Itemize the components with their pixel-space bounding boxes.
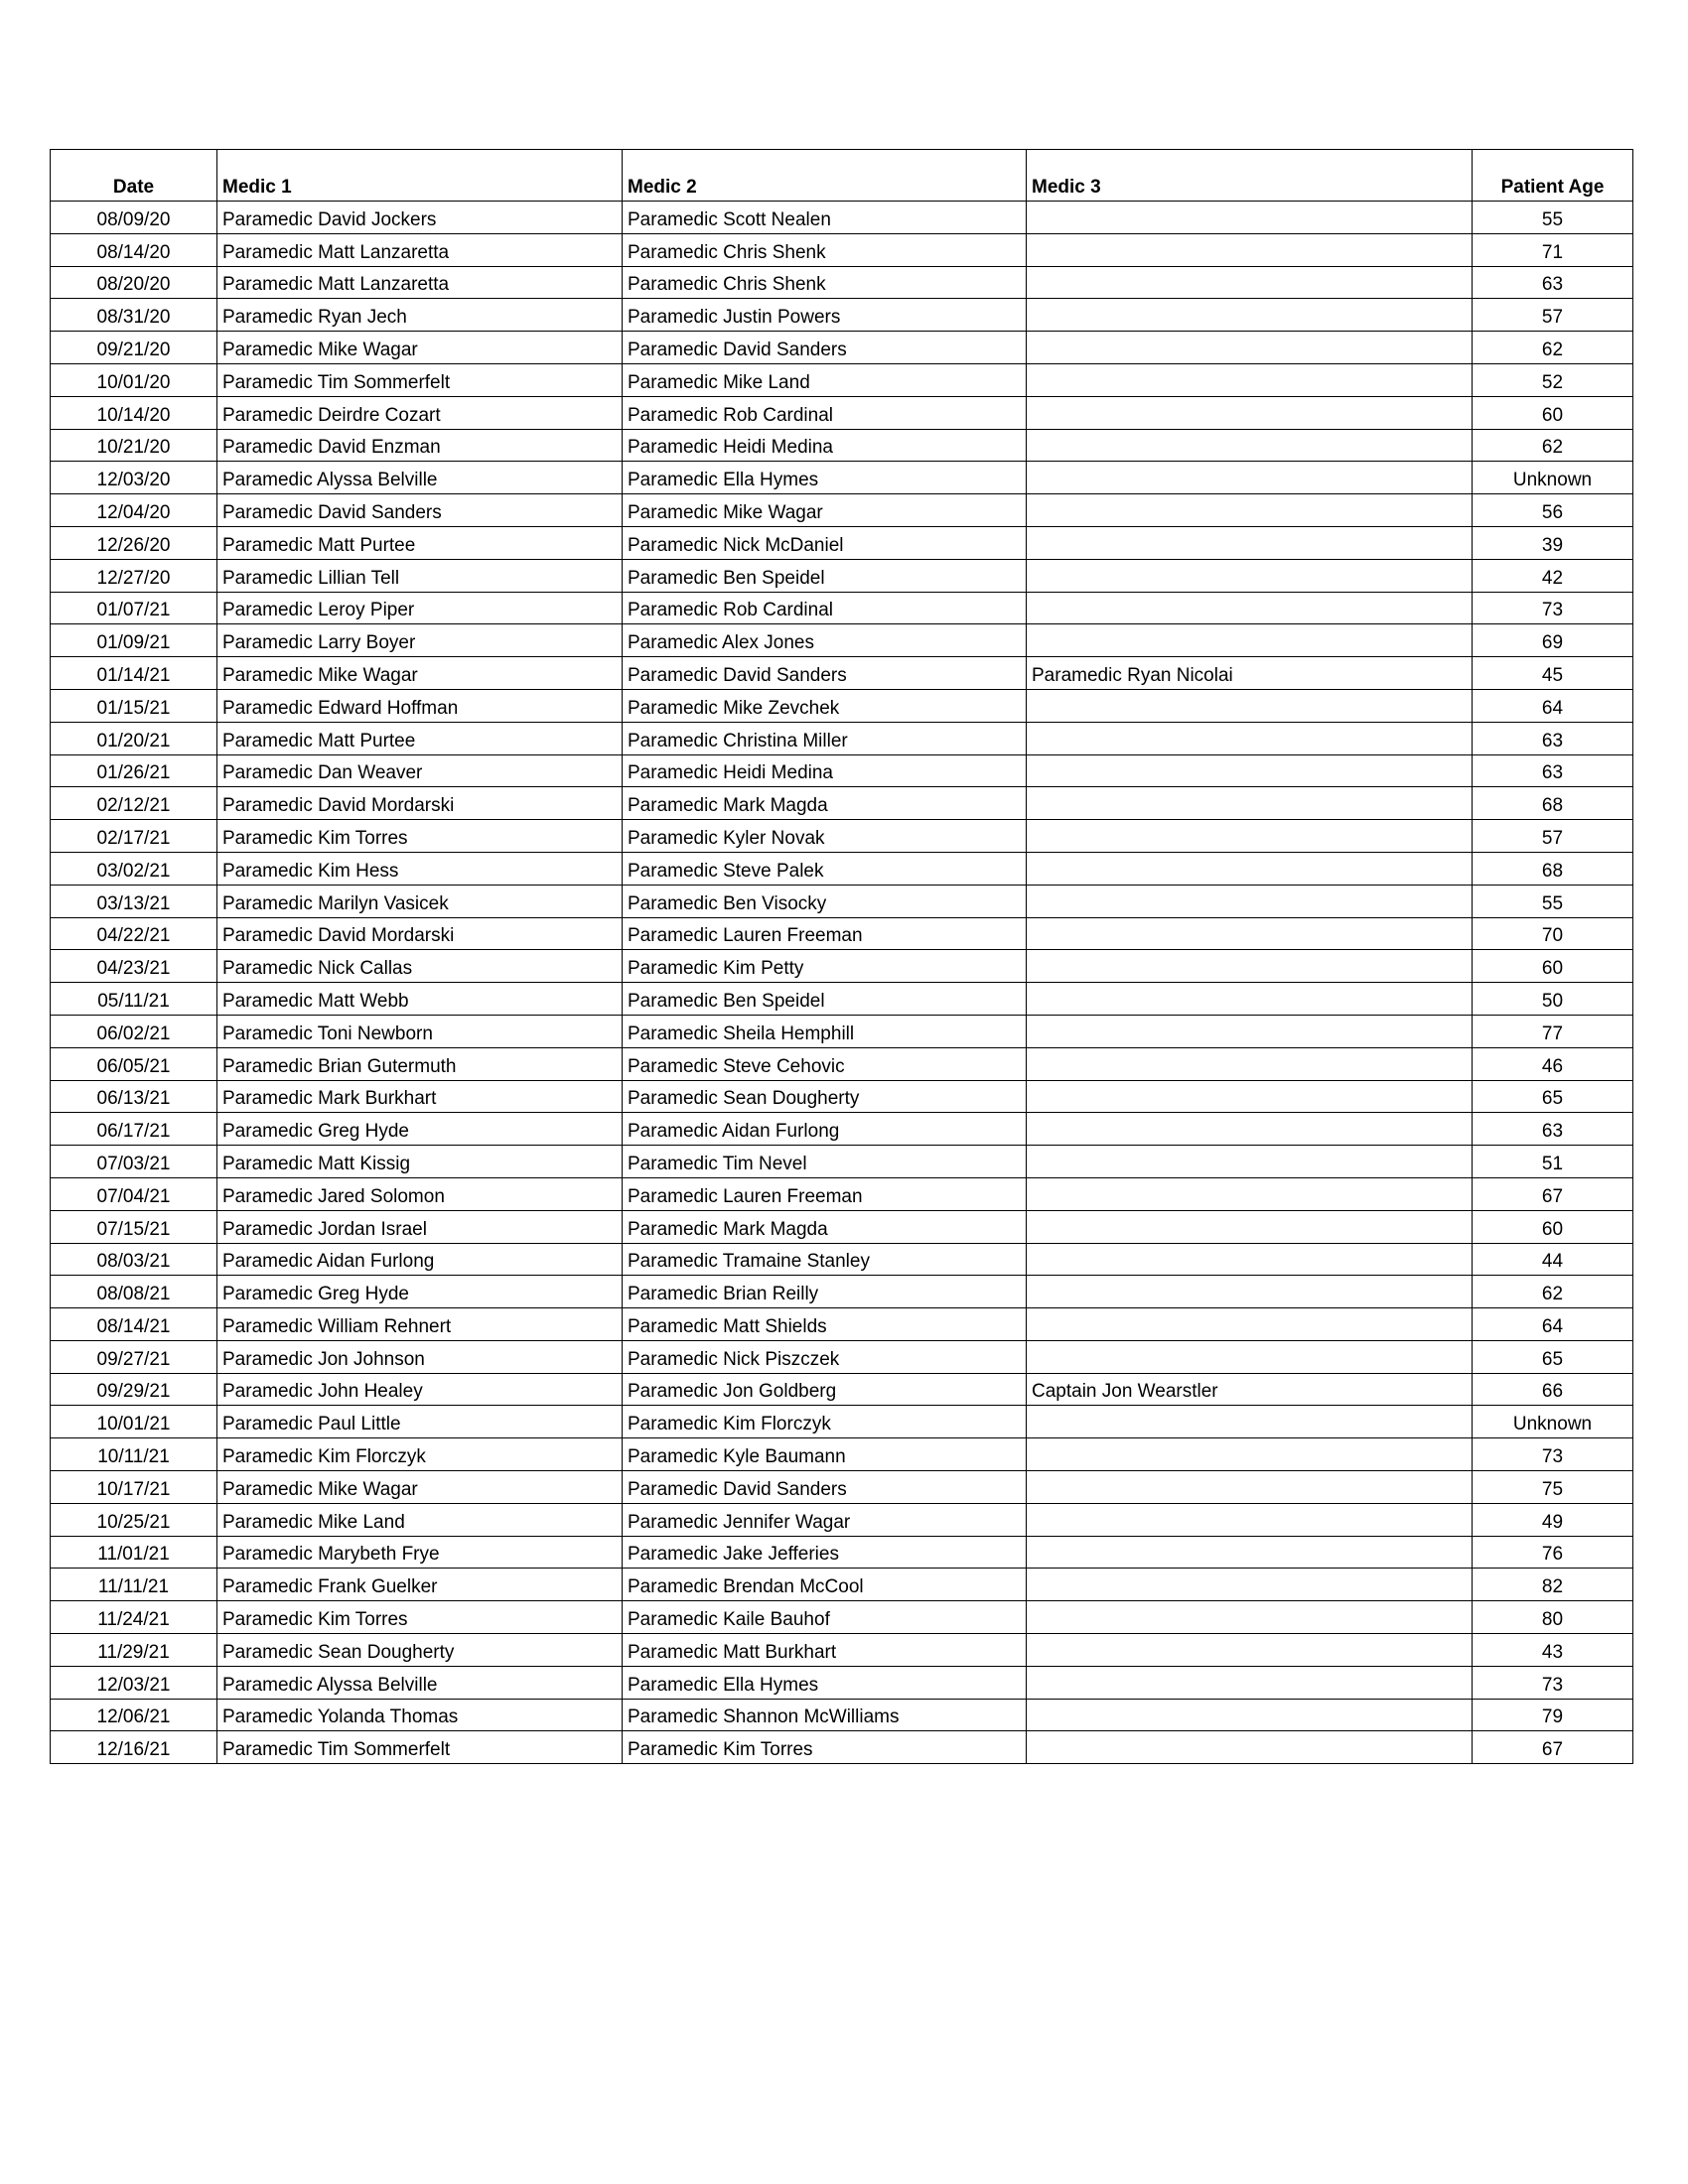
cell-medic-1: Paramedic Lillian Tell xyxy=(217,559,623,592)
table-row xyxy=(51,1666,1633,1699)
cell-patient-age: 67 xyxy=(1473,1177,1633,1210)
table-row xyxy=(51,559,1633,592)
cell-medic-2: Paramedic Scott Nealen xyxy=(623,202,1027,234)
cell-medic-1: Paramedic Kim Torres xyxy=(217,1601,623,1634)
table-body xyxy=(51,202,1633,1764)
table-row xyxy=(51,429,1633,462)
table-row xyxy=(51,1340,1633,1373)
cell-date: 12/04/20 xyxy=(51,494,217,527)
cell-medic-1: Paramedic Brian Gutermuth xyxy=(217,1047,623,1080)
cell-medic-1: Paramedic Matt Webb xyxy=(217,983,623,1016)
table-row xyxy=(51,1210,1633,1243)
cell-medic-2: Paramedic Brendan McCool xyxy=(623,1569,1027,1601)
table-row xyxy=(51,787,1633,820)
cell-medic-3 xyxy=(1027,494,1473,527)
cell-medic-3 xyxy=(1027,983,1473,1016)
cell-date: 11/24/21 xyxy=(51,1601,217,1634)
cell-patient-age: 68 xyxy=(1473,787,1633,820)
cell-date: 08/31/20 xyxy=(51,299,217,332)
cell-patient-age: 57 xyxy=(1473,299,1633,332)
cell-patient-age: 46 xyxy=(1473,1047,1633,1080)
table-row xyxy=(51,1177,1633,1210)
cell-medic-1: Paramedic John Healey xyxy=(217,1373,623,1406)
cell-medic-3: Paramedic Ryan Nicolai xyxy=(1027,657,1473,690)
cell-medic-1: Paramedic Mike Wagar xyxy=(217,657,623,690)
cell-date: 10/01/21 xyxy=(51,1406,217,1438)
cell-medic-3 xyxy=(1027,462,1473,494)
cell-medic-3 xyxy=(1027,1243,1473,1276)
header-medic-1: Medic 1 xyxy=(217,150,623,202)
cell-patient-age: 73 xyxy=(1473,1666,1633,1699)
cell-patient-age: 71 xyxy=(1473,233,1633,266)
cell-date: 12/06/21 xyxy=(51,1699,217,1731)
cell-date: 06/13/21 xyxy=(51,1080,217,1113)
cell-medic-2: Paramedic Kim Florczyk xyxy=(623,1406,1027,1438)
cell-patient-age: 39 xyxy=(1473,526,1633,559)
cell-medic-2: Paramedic Ella Hymes xyxy=(623,462,1027,494)
cell-medic-3 xyxy=(1027,950,1473,983)
cell-medic-3 xyxy=(1027,754,1473,787)
table-row xyxy=(51,950,1633,983)
cell-date: 10/11/21 xyxy=(51,1438,217,1471)
cell-patient-age: 62 xyxy=(1473,429,1633,462)
cell-medic-2: Paramedic Christina Miller xyxy=(623,722,1027,754)
table-row xyxy=(51,722,1633,754)
cell-medic-1: Paramedic Leroy Piper xyxy=(217,592,623,624)
cell-date: 08/14/20 xyxy=(51,233,217,266)
cell-date: 02/17/21 xyxy=(51,820,217,853)
cell-date: 03/02/21 xyxy=(51,852,217,885)
cell-patient-age: 44 xyxy=(1473,1243,1633,1276)
cell-patient-age: 55 xyxy=(1473,202,1633,234)
cell-medic-1: Paramedic Matt Lanzaretta xyxy=(217,266,623,299)
cell-medic-1: Paramedic Kim Florczyk xyxy=(217,1438,623,1471)
cell-patient-age: 64 xyxy=(1473,689,1633,722)
cell-patient-age: 60 xyxy=(1473,950,1633,983)
cell-medic-2: Paramedic David Sanders xyxy=(623,1471,1027,1504)
cell-patient-age: 63 xyxy=(1473,266,1633,299)
cell-medic-3 xyxy=(1027,1569,1473,1601)
cell-medic-3 xyxy=(1027,299,1473,332)
cell-medic-3 xyxy=(1027,266,1473,299)
cell-patient-age: 68 xyxy=(1473,852,1633,885)
cell-date: 12/03/21 xyxy=(51,1666,217,1699)
cell-medic-2: Paramedic Nick McDaniel xyxy=(623,526,1027,559)
cell-date: 07/04/21 xyxy=(51,1177,217,1210)
cell-medic-2: Paramedic Ben Speidel xyxy=(623,559,1027,592)
cell-medic-3 xyxy=(1027,363,1473,396)
cell-medic-2: Paramedic David Sanders xyxy=(623,332,1027,364)
table-row xyxy=(51,885,1633,917)
cell-medic-3 xyxy=(1027,396,1473,429)
table-header-row xyxy=(51,150,1633,202)
cell-patient-age: 56 xyxy=(1473,494,1633,527)
cell-date: 08/09/20 xyxy=(51,202,217,234)
cell-date: 01/07/21 xyxy=(51,592,217,624)
cell-medic-3 xyxy=(1027,1471,1473,1504)
cell-medic-3 xyxy=(1027,917,1473,950)
cell-medic-1: Paramedic Edward Hoffman xyxy=(217,689,623,722)
cell-date: 01/20/21 xyxy=(51,722,217,754)
table-row xyxy=(51,754,1633,787)
cell-medic-2: Paramedic Mark Magda xyxy=(623,1210,1027,1243)
cell-medic-2: Paramedic Mike Zevchek xyxy=(623,689,1027,722)
cell-patient-age: 75 xyxy=(1473,1471,1633,1504)
table-row xyxy=(51,1536,1633,1569)
cell-medic-1: Paramedic Dan Weaver xyxy=(217,754,623,787)
cell-medic-2: Paramedic Kaile Bauhof xyxy=(623,1601,1027,1634)
cell-date: 08/20/20 xyxy=(51,266,217,299)
cell-medic-3 xyxy=(1027,820,1473,853)
table-row xyxy=(51,983,1633,1016)
table-row xyxy=(51,1047,1633,1080)
cell-patient-age: Unknown xyxy=(1473,462,1633,494)
cell-medic-3 xyxy=(1027,1438,1473,1471)
cell-date: 11/01/21 xyxy=(51,1536,217,1569)
cell-patient-age: 45 xyxy=(1473,657,1633,690)
cell-medic-3 xyxy=(1027,202,1473,234)
cell-medic-2: Paramedic Ella Hymes xyxy=(623,1666,1027,1699)
table-row xyxy=(51,202,1633,234)
cell-medic-1: Paramedic Jon Johnson xyxy=(217,1340,623,1373)
header-patient-age: Patient Age xyxy=(1473,150,1633,202)
cell-patient-age: 60 xyxy=(1473,396,1633,429)
cell-medic-3 xyxy=(1027,592,1473,624)
cell-medic-2: Paramedic Justin Powers xyxy=(623,299,1027,332)
table-row xyxy=(51,1080,1633,1113)
cell-medic-1: Paramedic Greg Hyde xyxy=(217,1113,623,1146)
cell-date: 01/09/21 xyxy=(51,624,217,657)
cell-date: 08/03/21 xyxy=(51,1243,217,1276)
cell-medic-2: Paramedic Shannon McWilliams xyxy=(623,1699,1027,1731)
table-row xyxy=(51,689,1633,722)
cell-medic-3 xyxy=(1027,624,1473,657)
table-row xyxy=(51,592,1633,624)
cell-medic-2: Paramedic Matt Shields xyxy=(623,1308,1027,1341)
header-date: Date xyxy=(51,150,217,202)
table-row xyxy=(51,332,1633,364)
cell-medic-1: Paramedic Paul Little xyxy=(217,1406,623,1438)
table-row xyxy=(51,1113,1633,1146)
cell-date: 10/25/21 xyxy=(51,1503,217,1536)
cell-date: 09/27/21 xyxy=(51,1340,217,1373)
cell-patient-age: 55 xyxy=(1473,885,1633,917)
cell-medic-3 xyxy=(1027,429,1473,462)
cell-patient-age: 76 xyxy=(1473,1536,1633,1569)
table-row xyxy=(51,299,1633,332)
cell-date: 06/17/21 xyxy=(51,1113,217,1146)
cell-medic-1: Paramedic Nick Callas xyxy=(217,950,623,983)
cell-medic-2: Paramedic Nick Piszczek xyxy=(623,1340,1027,1373)
cell-medic-2: Paramedic Heidi Medina xyxy=(623,429,1027,462)
cell-patient-age: 63 xyxy=(1473,722,1633,754)
cell-medic-2: Paramedic Lauren Freeman xyxy=(623,1177,1027,1210)
cell-medic-1: Paramedic Alyssa Belville xyxy=(217,462,623,494)
cell-medic-3 xyxy=(1027,332,1473,364)
cell-medic-2: Paramedic Mark Magda xyxy=(623,787,1027,820)
cell-medic-2: Paramedic Aidan Furlong xyxy=(623,1113,1027,1146)
cell-patient-age: 60 xyxy=(1473,1210,1633,1243)
cell-date: 06/02/21 xyxy=(51,1015,217,1047)
cell-date: 11/11/21 xyxy=(51,1569,217,1601)
document-sheet xyxy=(50,149,1632,1764)
cell-medic-2: Paramedic Jennifer Wagar xyxy=(623,1503,1027,1536)
cell-medic-3 xyxy=(1027,1210,1473,1243)
cell-medic-2: Paramedic Kyle Baumann xyxy=(623,1438,1027,1471)
cell-medic-2: Paramedic Tim Nevel xyxy=(623,1146,1027,1178)
table-row xyxy=(51,233,1633,266)
cell-medic-1: Paramedic Mark Burkhart xyxy=(217,1080,623,1113)
cell-medic-1: Paramedic Mike Wagar xyxy=(217,1471,623,1504)
cell-medic-2: Paramedic Chris Shenk xyxy=(623,266,1027,299)
cell-patient-age: 65 xyxy=(1473,1080,1633,1113)
cell-medic-3 xyxy=(1027,559,1473,592)
cell-medic-1: Paramedic David Mordarski xyxy=(217,917,623,950)
cell-medic-2: Paramedic Tramaine Stanley xyxy=(623,1243,1027,1276)
cell-medic-2: Paramedic Sheila Hemphill xyxy=(623,1015,1027,1047)
cell-medic-2: Paramedic Steve Palek xyxy=(623,852,1027,885)
table-row xyxy=(51,363,1633,396)
table-row xyxy=(51,266,1633,299)
cell-medic-3 xyxy=(1027,1047,1473,1080)
cell-patient-age: 73 xyxy=(1473,592,1633,624)
cell-medic-3 xyxy=(1027,233,1473,266)
cell-medic-1: Paramedic David Sanders xyxy=(217,494,623,527)
cell-medic-1: Paramedic Mike Wagar xyxy=(217,332,623,364)
cell-medic-1: Paramedic Tim Sommerfelt xyxy=(217,1731,623,1764)
cell-medic-1: Paramedic Tim Sommerfelt xyxy=(217,363,623,396)
cell-patient-age: 66 xyxy=(1473,1373,1633,1406)
cell-patient-age: 80 xyxy=(1473,1601,1633,1634)
table-row xyxy=(51,1569,1633,1601)
table-row xyxy=(51,1699,1633,1731)
cell-date: 01/14/21 xyxy=(51,657,217,690)
cell-medic-3 xyxy=(1027,1601,1473,1634)
cell-medic-3 xyxy=(1027,1113,1473,1146)
cell-medic-2: Paramedic Steve Cehovic xyxy=(623,1047,1027,1080)
cell-medic-3 xyxy=(1027,1503,1473,1536)
table-row xyxy=(51,1471,1633,1504)
cell-medic-1: Paramedic Marybeth Frye xyxy=(217,1536,623,1569)
cell-medic-2: Paramedic Rob Cardinal xyxy=(623,396,1027,429)
cell-medic-3 xyxy=(1027,852,1473,885)
cell-medic-2: Paramedic Sean Dougherty xyxy=(623,1080,1027,1113)
table-row xyxy=(51,494,1633,527)
cell-medic-1: Paramedic David Enzman xyxy=(217,429,623,462)
cell-patient-age: 69 xyxy=(1473,624,1633,657)
cell-patient-age: 50 xyxy=(1473,983,1633,1016)
table-row xyxy=(51,1243,1633,1276)
table-row xyxy=(51,624,1633,657)
cell-patient-age: 82 xyxy=(1473,1569,1633,1601)
cell-medic-1: Paramedic Matt Purtee xyxy=(217,722,623,754)
cell-date: 02/12/21 xyxy=(51,787,217,820)
cell-date: 08/08/21 xyxy=(51,1276,217,1308)
cell-patient-age: 57 xyxy=(1473,820,1633,853)
cell-medic-1: Paramedic Marilyn Vasicek xyxy=(217,885,623,917)
table-row xyxy=(51,1373,1633,1406)
cell-patient-age: 42 xyxy=(1473,559,1633,592)
cell-date: 11/29/21 xyxy=(51,1634,217,1667)
cell-medic-3 xyxy=(1027,689,1473,722)
table-row xyxy=(51,526,1633,559)
table-row xyxy=(51,462,1633,494)
table-row xyxy=(51,820,1633,853)
cell-medic-3 xyxy=(1027,1634,1473,1667)
cell-medic-1: Paramedic Matt Kissig xyxy=(217,1146,623,1178)
cell-medic-1: Paramedic Larry Boyer xyxy=(217,624,623,657)
cell-medic-1: Paramedic Sean Dougherty xyxy=(217,1634,623,1667)
cell-medic-2: Paramedic Ben Visocky xyxy=(623,885,1027,917)
cell-patient-age: 77 xyxy=(1473,1015,1633,1047)
cell-patient-age: Unknown xyxy=(1473,1406,1633,1438)
cell-date: 04/22/21 xyxy=(51,917,217,950)
cell-date: 10/01/20 xyxy=(51,363,217,396)
cell-date: 12/03/20 xyxy=(51,462,217,494)
cell-date: 10/14/20 xyxy=(51,396,217,429)
cell-patient-age: 64 xyxy=(1473,1308,1633,1341)
table-row xyxy=(51,657,1633,690)
cell-date: 01/15/21 xyxy=(51,689,217,722)
cell-patient-age: 65 xyxy=(1473,1340,1633,1373)
cell-medic-3 xyxy=(1027,1080,1473,1113)
table-row xyxy=(51,1146,1633,1178)
cell-patient-age: 63 xyxy=(1473,1113,1633,1146)
cell-medic-1: Paramedic Jared Solomon xyxy=(217,1177,623,1210)
cell-medic-2: Paramedic Jake Jefferies xyxy=(623,1536,1027,1569)
cell-medic-1: Paramedic Jordan Israel xyxy=(217,1210,623,1243)
cell-medic-2: Paramedic Mike Wagar xyxy=(623,494,1027,527)
cell-patient-age: 51 xyxy=(1473,1146,1633,1178)
cell-patient-age: 49 xyxy=(1473,1503,1633,1536)
cell-medic-2: Paramedic Rob Cardinal xyxy=(623,592,1027,624)
cell-medic-3 xyxy=(1027,1666,1473,1699)
cell-medic-2: Paramedic Matt Burkhart xyxy=(623,1634,1027,1667)
cell-medic-2: Paramedic Lauren Freeman xyxy=(623,917,1027,950)
table-row xyxy=(51,1503,1633,1536)
table-row xyxy=(51,1731,1633,1764)
cell-medic-3 xyxy=(1027,1146,1473,1178)
cell-medic-3 xyxy=(1027,787,1473,820)
cell-medic-1: Paramedic William Rehnert xyxy=(217,1308,623,1341)
cell-medic-1: Paramedic Matt Purtee xyxy=(217,526,623,559)
cell-patient-age: 73 xyxy=(1473,1438,1633,1471)
cell-date: 12/16/21 xyxy=(51,1731,217,1764)
cell-medic-1: Paramedic Kim Hess xyxy=(217,852,623,885)
cell-medic-1: Paramedic Mike Land xyxy=(217,1503,623,1536)
cell-medic-2: Paramedic Jon Goldberg xyxy=(623,1373,1027,1406)
cell-date: 07/03/21 xyxy=(51,1146,217,1178)
medic-log-table xyxy=(50,149,1633,1764)
cell-patient-age: 70 xyxy=(1473,917,1633,950)
cell-date: 06/05/21 xyxy=(51,1047,217,1080)
cell-date: 05/11/21 xyxy=(51,983,217,1016)
cell-medic-3 xyxy=(1027,1731,1473,1764)
cell-date: 10/17/21 xyxy=(51,1471,217,1504)
cell-medic-1: Paramedic Greg Hyde xyxy=(217,1276,623,1308)
cell-medic-3 xyxy=(1027,1536,1473,1569)
table-row xyxy=(51,1601,1633,1634)
cell-patient-age: 67 xyxy=(1473,1731,1633,1764)
cell-medic-1: Paramedic Alyssa Belville xyxy=(217,1666,623,1699)
cell-patient-age: 52 xyxy=(1473,363,1633,396)
cell-medic-1: Paramedic Yolanda Thomas xyxy=(217,1699,623,1731)
cell-medic-3 xyxy=(1027,1276,1473,1308)
cell-patient-age: 43 xyxy=(1473,1634,1633,1667)
cell-medic-2: Paramedic Chris Shenk xyxy=(623,233,1027,266)
cell-medic-2: Paramedic Heidi Medina xyxy=(623,754,1027,787)
table-row xyxy=(51,1634,1633,1667)
cell-medic-3 xyxy=(1027,1177,1473,1210)
table-row xyxy=(51,396,1633,429)
cell-medic-1: Paramedic Kim Torres xyxy=(217,820,623,853)
cell-date: 12/27/20 xyxy=(51,559,217,592)
cell-medic-2: Paramedic Kyler Novak xyxy=(623,820,1027,853)
table-row xyxy=(51,917,1633,950)
cell-date: 09/29/21 xyxy=(51,1373,217,1406)
cell-date: 03/13/21 xyxy=(51,885,217,917)
cell-date: 09/21/20 xyxy=(51,332,217,364)
cell-medic-2: Paramedic Ben Speidel xyxy=(623,983,1027,1016)
cell-medic-1: Paramedic Toni Newborn xyxy=(217,1015,623,1047)
cell-medic-3 xyxy=(1027,722,1473,754)
cell-medic-2: Paramedic Mike Land xyxy=(623,363,1027,396)
cell-medic-3 xyxy=(1027,1340,1473,1373)
cell-medic-1: Paramedic David Mordarski xyxy=(217,787,623,820)
cell-medic-3 xyxy=(1027,1406,1473,1438)
cell-patient-age: 62 xyxy=(1473,1276,1633,1308)
cell-date: 10/21/20 xyxy=(51,429,217,462)
table-row xyxy=(51,1276,1633,1308)
header-medic-2: Medic 2 xyxy=(623,150,1027,202)
table-row xyxy=(51,852,1633,885)
cell-date: 12/26/20 xyxy=(51,526,217,559)
cell-medic-3 xyxy=(1027,885,1473,917)
cell-medic-2: Paramedic David Sanders xyxy=(623,657,1027,690)
cell-medic-3 xyxy=(1027,1699,1473,1731)
header-medic-3: Medic 3 xyxy=(1027,150,1473,202)
cell-medic-3 xyxy=(1027,526,1473,559)
table-row xyxy=(51,1406,1633,1438)
cell-medic-2: Paramedic Brian Reilly xyxy=(623,1276,1027,1308)
cell-medic-3 xyxy=(1027,1308,1473,1341)
cell-medic-1: Paramedic Matt Lanzaretta xyxy=(217,233,623,266)
table-row xyxy=(51,1015,1633,1047)
table-row xyxy=(51,1308,1633,1341)
cell-date: 01/26/21 xyxy=(51,754,217,787)
cell-medic-1: Paramedic David Jockers xyxy=(217,202,623,234)
cell-date: 08/14/21 xyxy=(51,1308,217,1341)
cell-medic-3 xyxy=(1027,1015,1473,1047)
cell-medic-2: Paramedic Kim Petty xyxy=(623,950,1027,983)
cell-medic-2: Paramedic Alex Jones xyxy=(623,624,1027,657)
table-row xyxy=(51,1438,1633,1471)
cell-medic-1: Paramedic Ryan Jech xyxy=(217,299,623,332)
cell-patient-age: 62 xyxy=(1473,332,1633,364)
cell-patient-age: 79 xyxy=(1473,1699,1633,1731)
cell-date: 04/23/21 xyxy=(51,950,217,983)
cell-medic-1: Paramedic Deirdre Cozart xyxy=(217,396,623,429)
cell-medic-1: Paramedic Aidan Furlong xyxy=(217,1243,623,1276)
cell-medic-2: Paramedic Kim Torres xyxy=(623,1731,1027,1764)
cell-medic-3: Captain Jon Wearstler xyxy=(1027,1373,1473,1406)
cell-medic-1: Paramedic Frank Guelker xyxy=(217,1569,623,1601)
cell-patient-age: 63 xyxy=(1473,754,1633,787)
cell-date: 07/15/21 xyxy=(51,1210,217,1243)
